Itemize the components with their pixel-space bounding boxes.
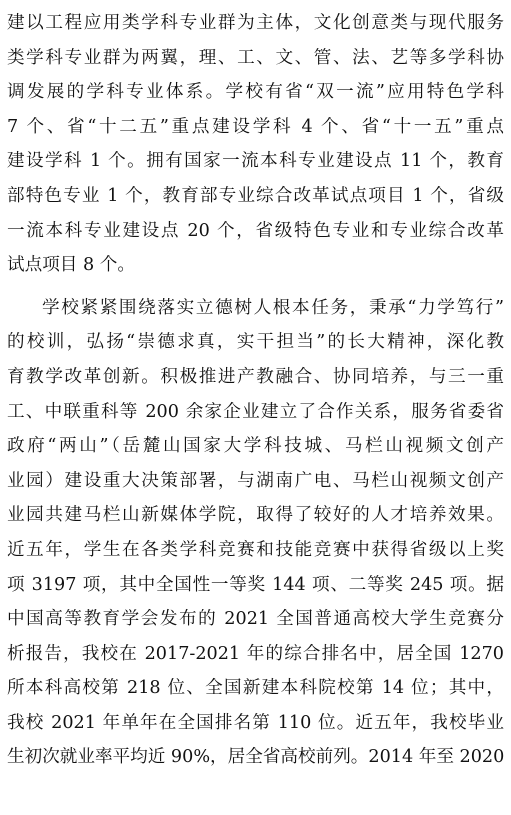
- text-line: 的校训，弘扬“崇德求真，实干担当”的长大精神，深化教: [7, 332, 504, 353]
- text-line: 业园共建马栏山新媒体学院，取得了较好的人才培养效果。: [7, 505, 504, 526]
- text-line: 近五年，学生在各类学科竞赛和技能竞赛中获得省级以上奖: [7, 539, 504, 560]
- text-line: 建以工程应用类学科专业群为主体，文化创意类与现代服务: [7, 13, 504, 33]
- text-line: 工、中联重科等 200 余家企业建立了合作关系，服务省委省: [7, 401, 504, 422]
- text-line: 我校 2021 年单年在全国排名第 110 位。近五年，我校毕业: [7, 712, 504, 733]
- text-line: 业园）建设重大决策部署，与湖南广电、马栏山视频文创产: [7, 470, 504, 491]
- text-line: 项 3197 项，其中全国性一等奖 144 项、二等奖 245 项。据: [7, 574, 504, 595]
- text-line: 一流本科专业建设点 20 个，省级特色专业和专业综合改革: [7, 220, 504, 241]
- text-line: 政府“两山”（岳麓山国家大学科技城、马栏山视频文创产: [7, 436, 504, 457]
- text-line: 析报告，我校在 2017-2021 年的综合排名中，居全国 1270: [7, 643, 504, 664]
- text-line: 部特色专业 1 个，教育部专业综合改革试点项目 1 个，省级: [7, 185, 504, 206]
- paragraph-talent-cultivation: [7, 291, 504, 775]
- text-line: 7 个、省“十二五”重点建设学科 4 个、省“十一五”重点: [7, 116, 504, 137]
- text-line: 试点项目 8 个。: [7, 255, 135, 276]
- text-line: 学校紧紧围绕落实立德树人根本任务，秉承“力学笃行”: [42, 297, 504, 318]
- text-line: 中国高等教育学会发布的 2021 全国普通高校大学生竞赛分: [7, 609, 504, 630]
- text-line: 所本科高校第 218 位、全国新建本科院校第 14 位；其中，: [7, 678, 504, 699]
- text-line: 调发展的学科专业体系。学校有省“双一流”应用特色学科: [7, 82, 504, 103]
- text-line: 建设学科 1 个。拥有国家一流本科专业建设点 11 个，教育: [7, 151, 504, 172]
- paragraph-spacer: [7, 283, 504, 291]
- paragraph-disciplines: [7, 6, 504, 283]
- text-line: 育教学改革创新。积极推进产教融合、协同培养，与三一重: [7, 366, 504, 387]
- text-line: 生初次就业率平均近 90%，居全省高校前列。2014 年至 2020: [7, 747, 504, 768]
- text-line: 类学科专业群为两翼，理、工、文、管、法、艺等多学科协: [7, 47, 504, 68]
